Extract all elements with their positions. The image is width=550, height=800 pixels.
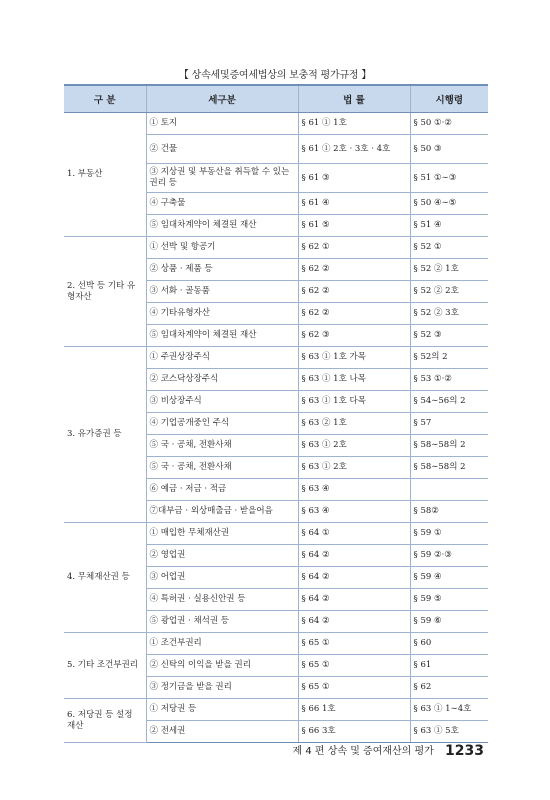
decree-cell: § 60 (410, 633, 488, 655)
decree-cell: § 59 ⑤ (410, 589, 488, 611)
law-cell: § 63 ① 1호 다목 (298, 391, 410, 413)
law-cell: § 61 ④ (298, 193, 410, 215)
decree-cell: § 57 (410, 413, 488, 435)
decree-cell: § 58∼58의 2 (410, 435, 488, 457)
subcategory-cell: ② 전세권 (146, 721, 298, 743)
decree-cell: § 59 ②·③ (410, 545, 488, 567)
subcategory-cell: ④ 기타유형자산 (146, 303, 298, 325)
law-cell: § 66 1호 (298, 699, 410, 721)
law-cell: § 62 ② (298, 281, 410, 303)
header-decree: 시행령 (410, 85, 488, 113)
decree-cell: § 52 ① (410, 237, 488, 259)
law-cell: § 62 ③ (298, 325, 410, 347)
table-body (64, 113, 488, 743)
law-cell: § 63 ① 2호 (298, 457, 410, 479)
decree-cell: § 54∼56의 2 (410, 391, 488, 413)
footer-section-title: 제 4 편 상속 및 증여재산의 평가 (292, 746, 434, 757)
law-cell: § 63 ① 2호 (298, 435, 410, 457)
decree-cell: § 50 ④∼⑤ (410, 193, 488, 215)
category-cell: 2. 선박 등 기타 유형자산 (64, 237, 146, 347)
decree-cell: § 52 ② 3호 (410, 303, 488, 325)
subcategory-cell: ② 건물 (146, 135, 298, 164)
law-cell: § 64 ② (298, 611, 410, 633)
decree-cell: § 63 ① 5호 (410, 721, 488, 743)
decree-cell: § 52 ② 2호 (410, 281, 488, 303)
table-row (64, 523, 488, 545)
subcategory-cell: ③ 정기금을 받을 권리 (146, 677, 298, 699)
subcategory-cell: ⑤ 임대차계약이 체결된 재산 (146, 215, 298, 237)
decree-cell: § 51 ①∼③ (410, 164, 488, 193)
category-cell: 5. 기타 조건부권리 (64, 633, 146, 699)
header-row (64, 85, 488, 113)
page-number: 1233 (445, 743, 484, 759)
decree-cell: § 59 ⑥ (410, 611, 488, 633)
law-cell: § 64 ② (298, 545, 410, 567)
subcategory-cell: ② 신탁의 이익을 받을 권리 (146, 655, 298, 677)
law-cell: § 63 ② 1호 (298, 413, 410, 435)
header-law: 법 률 (298, 85, 410, 113)
subcategory-cell: ⑤ 국 · 공채, 전환사채 (146, 435, 298, 457)
decree-cell (410, 479, 488, 501)
category-cell: 6. 저당권 등 설정 재산 (64, 699, 146, 743)
subcategory-cell: ⑤ 임대차계약이 체결된 재산 (146, 325, 298, 347)
law-cell: § 64 ① (298, 523, 410, 545)
law-cell: § 61 ① 2호 · 3호 · 4호 (298, 135, 410, 164)
law-cell: § 63 ① 1호 가목 (298, 347, 410, 369)
law-cell: § 61 ⑤ (298, 215, 410, 237)
law-cell: § 61 ③ (298, 164, 410, 193)
law-cell: § 61 ① 1호 (298, 113, 410, 135)
decree-cell: § 52 ② 1호 (410, 259, 488, 281)
subcategory-cell: ① 주권상장주식 (146, 347, 298, 369)
decree-cell: § 52 ③ (410, 325, 488, 347)
table-row (64, 633, 488, 655)
law-cell: § 65 ① (298, 655, 410, 677)
subcategory-cell: ④ 특허권 · 실용신안권 등 (146, 589, 298, 611)
law-cell: § 63 ④ (298, 501, 410, 523)
decree-cell: § 53 ①·② (410, 369, 488, 391)
decree-cell: § 61 (410, 655, 488, 677)
law-cell: § 64 ② (298, 567, 410, 589)
decree-cell: § 51 ④ (410, 215, 488, 237)
table-row (64, 113, 488, 135)
law-cell: § 62 ① (298, 237, 410, 259)
decree-cell: § 62 (410, 677, 488, 699)
law-cell: § 62 ② (298, 259, 410, 281)
subcategory-cell: ① 선박 및 항공기 (146, 237, 298, 259)
valuation-rules-table (64, 84, 488, 743)
table-header (64, 85, 488, 113)
decree-cell: § 52의 2 (410, 347, 488, 369)
category-cell: 4. 무체재산권 등 (64, 523, 146, 633)
subcategory-cell: ① 토지 (146, 113, 298, 135)
subcategory-cell: ① 매입한 무체재산권 (146, 523, 298, 545)
subcategory-cell: ③ 서화 · 골동품 (146, 281, 298, 303)
decree-cell: § 63 ① 1∼4호 (410, 699, 488, 721)
category-cell: 1. 부동산 (64, 113, 146, 237)
subcategory-cell: ⑦대부금 · 외상매출금 · 받을어음 (146, 501, 298, 523)
decree-cell: § 59 ① (410, 523, 488, 545)
decree-cell: § 58② (410, 501, 488, 523)
page-footer (292, 742, 484, 759)
subcategory-cell: ① 조건부권리 (146, 633, 298, 655)
law-cell: § 65 ① (298, 677, 410, 699)
law-cell: § 66 3호 (298, 721, 410, 743)
category-cell: 3. 유가증권 등 (64, 347, 146, 523)
subcategory-cell: ⑤ 광업권 · 채석권 등 (146, 611, 298, 633)
decree-cell: § 50 ③ (410, 135, 488, 164)
decree-cell: § 58∼58의 2 (410, 457, 488, 479)
decree-cell: § 59 ④ (410, 567, 488, 589)
subcategory-cell: ③ 비상장주식 (146, 391, 298, 413)
subcategory-cell: ③ 어업권 (146, 567, 298, 589)
decree-cell: § 50 ①·② (410, 113, 488, 135)
law-cell: § 64 ② (298, 589, 410, 611)
subcategory-cell: ④ 구축물 (146, 193, 298, 215)
subcategory-cell: ⑤ 국 · 공채, 전환사채 (146, 457, 298, 479)
table-row (64, 699, 488, 721)
table-title: 【 상속세및증여세법상의 보충적 평가규정 】 (178, 70, 372, 81)
law-cell: § 65 ① (298, 633, 410, 655)
subcategory-cell: ④ 기업공개중인 주식 (146, 413, 298, 435)
subcategory-cell: ② 상품 · 제품 등 (146, 259, 298, 281)
subcategory-cell: ⑥ 예금 · 저금 · 적금 (146, 479, 298, 501)
table-row (64, 347, 488, 369)
header-category: 구 분 (64, 85, 146, 113)
table-row (64, 237, 488, 259)
law-cell: § 62 ② (298, 303, 410, 325)
subcategory-cell: ① 저당권 등 (146, 699, 298, 721)
law-cell: § 63 ④ (298, 479, 410, 501)
header-subcategory: 세구분 (146, 85, 298, 113)
law-cell: § 63 ① 1호 나목 (298, 369, 410, 391)
subcategory-cell: ③ 지상권 및 부동산을 취득할 수 있는 권리 등 (146, 164, 298, 193)
subcategory-cell: ② 코스닥상장주식 (146, 369, 298, 391)
subcategory-cell: ② 영업권 (146, 545, 298, 567)
